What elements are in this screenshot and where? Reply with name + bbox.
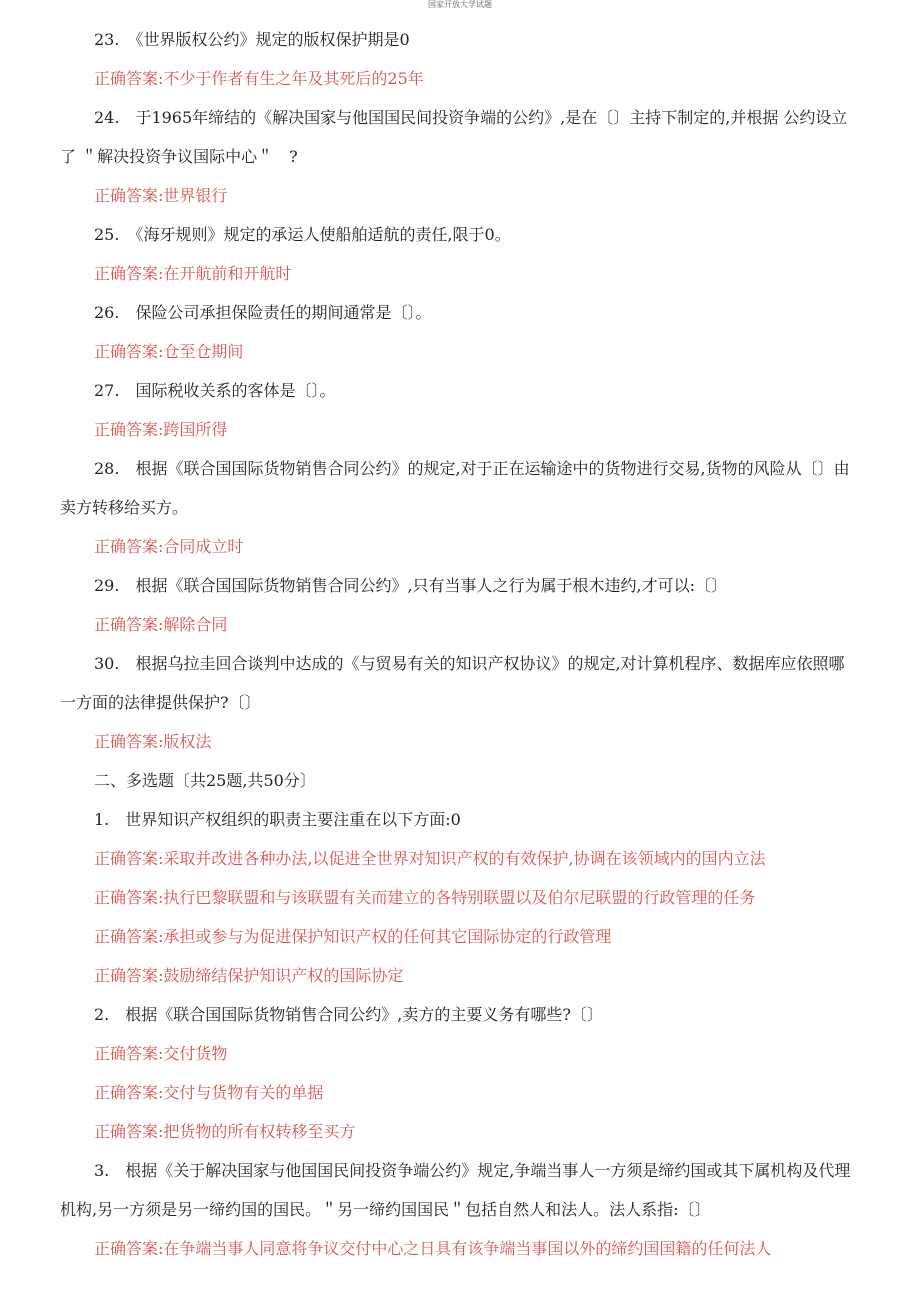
question-30: 30. 根据乌拉圭回合谈判中达成的《与贸易有关的知识产权协议》的规定,对计算机程序、数据库应依照哪一方面的法律提供保护?〔〕 <box>60 654 845 712</box>
section-heading-multi-choice: 二、多选题〔共25题,共50分〕 <box>94 771 316 790</box>
question-24: 24. 于1965年缔结的《解决国家与他国国民间投资争端的公约》,是在〔〕主持下制定的,并根据 公约设立了 ＂解决投资争议国际中心＂ ? <box>60 108 848 166</box>
question-27: 27. 国际税收关系的客体是〔〕。 <box>94 381 336 400</box>
answer-m1-b: 正确答案:执行巴黎联盟和与该联盟有关而建立的各特别联盟以及伯尔尼联盟的行政管理的任务 <box>94 888 756 907</box>
question-m1: 1. 世界知识产权组织的职责主要注重在以下方面:0 <box>94 810 461 829</box>
question-m3: 3. 根据《关于解决国家与他国国民间投资争端公约》规定,争端当事人一方须是缔约国或其下属机构及代理机构,另一方须是另一缔约国的国民。＂另一缔约国国民＂包括自然人和法人。法人系指:〔〕 <box>60 1161 851 1219</box>
page-header: 国家开放大学试题 <box>428 0 492 9</box>
answer-m1-a: 正确答案:采取并改进各种办法,以促进全世界对知识产权的有效保护,协调在该领域内的国内立法 <box>94 849 766 868</box>
answer-26: 正确答案:仓至仓期间 <box>94 342 244 361</box>
answer-29: 正确答案:解除合同 <box>94 615 228 634</box>
answer-23: 正确答案:不少于作者有生之年及其死后的25年 <box>94 69 424 88</box>
document-body <box>60 20 860 1268</box>
question-29: 29. 根据《联合国国际货物销售合同公约》,只有当事人之行为属于根木违约,才可以:〔〕 <box>94 576 728 595</box>
answer-m1-c: 正确答案:承担或参与为促进保护知识产权的任何其它国际协定的行政管理 <box>94 927 612 946</box>
answer-m2-b: 正确答案:交付与货物有关的单据 <box>94 1083 324 1102</box>
answer-30: 正确答案:版权法 <box>94 732 212 751</box>
answer-m2-c: 正确答案:把货物的所有权转移至买方 <box>94 1122 356 1141</box>
question-23: 23. 《世界版权公约》规定的版权保护期是0 <box>94 30 410 49</box>
answer-m3-a: 正确答案:在争端当事人同意将争议交付中心之日具有该争端当事国以外的缔约国国籍的任何法人 <box>94 1239 772 1258</box>
answer-m2-a: 正确答案:交付货物 <box>94 1044 228 1063</box>
question-25: 25. 《海牙规则》规定的承运人使船舶适航的责任,限于0。 <box>94 225 511 244</box>
answer-25: 正确答案:在开航前和开航时 <box>94 264 292 283</box>
answer-m1-d: 正确答案:鼓励缔结保护知识产权的国际协定 <box>94 966 404 985</box>
question-28: 28. 根据《联合国国际货物销售合同公约》的规定,对于正在运输途中的货物进行交易,货物的风险从〔〕由卖方转移给买方。 <box>60 459 850 517</box>
answer-24: 正确答案:世界银行 <box>94 186 228 205</box>
question-m2: 2. 根据《联合国国际货物销售合同公约》,卖方的主要义务有哪些?〔〕 <box>94 1005 603 1024</box>
question-26: 26. 保险公司承担保险责任的期间通常是〔〕。 <box>94 303 432 322</box>
answer-28: 正确答案:合同成立时 <box>94 537 244 556</box>
answer-27: 正确答案:跨国所得 <box>94 420 228 439</box>
